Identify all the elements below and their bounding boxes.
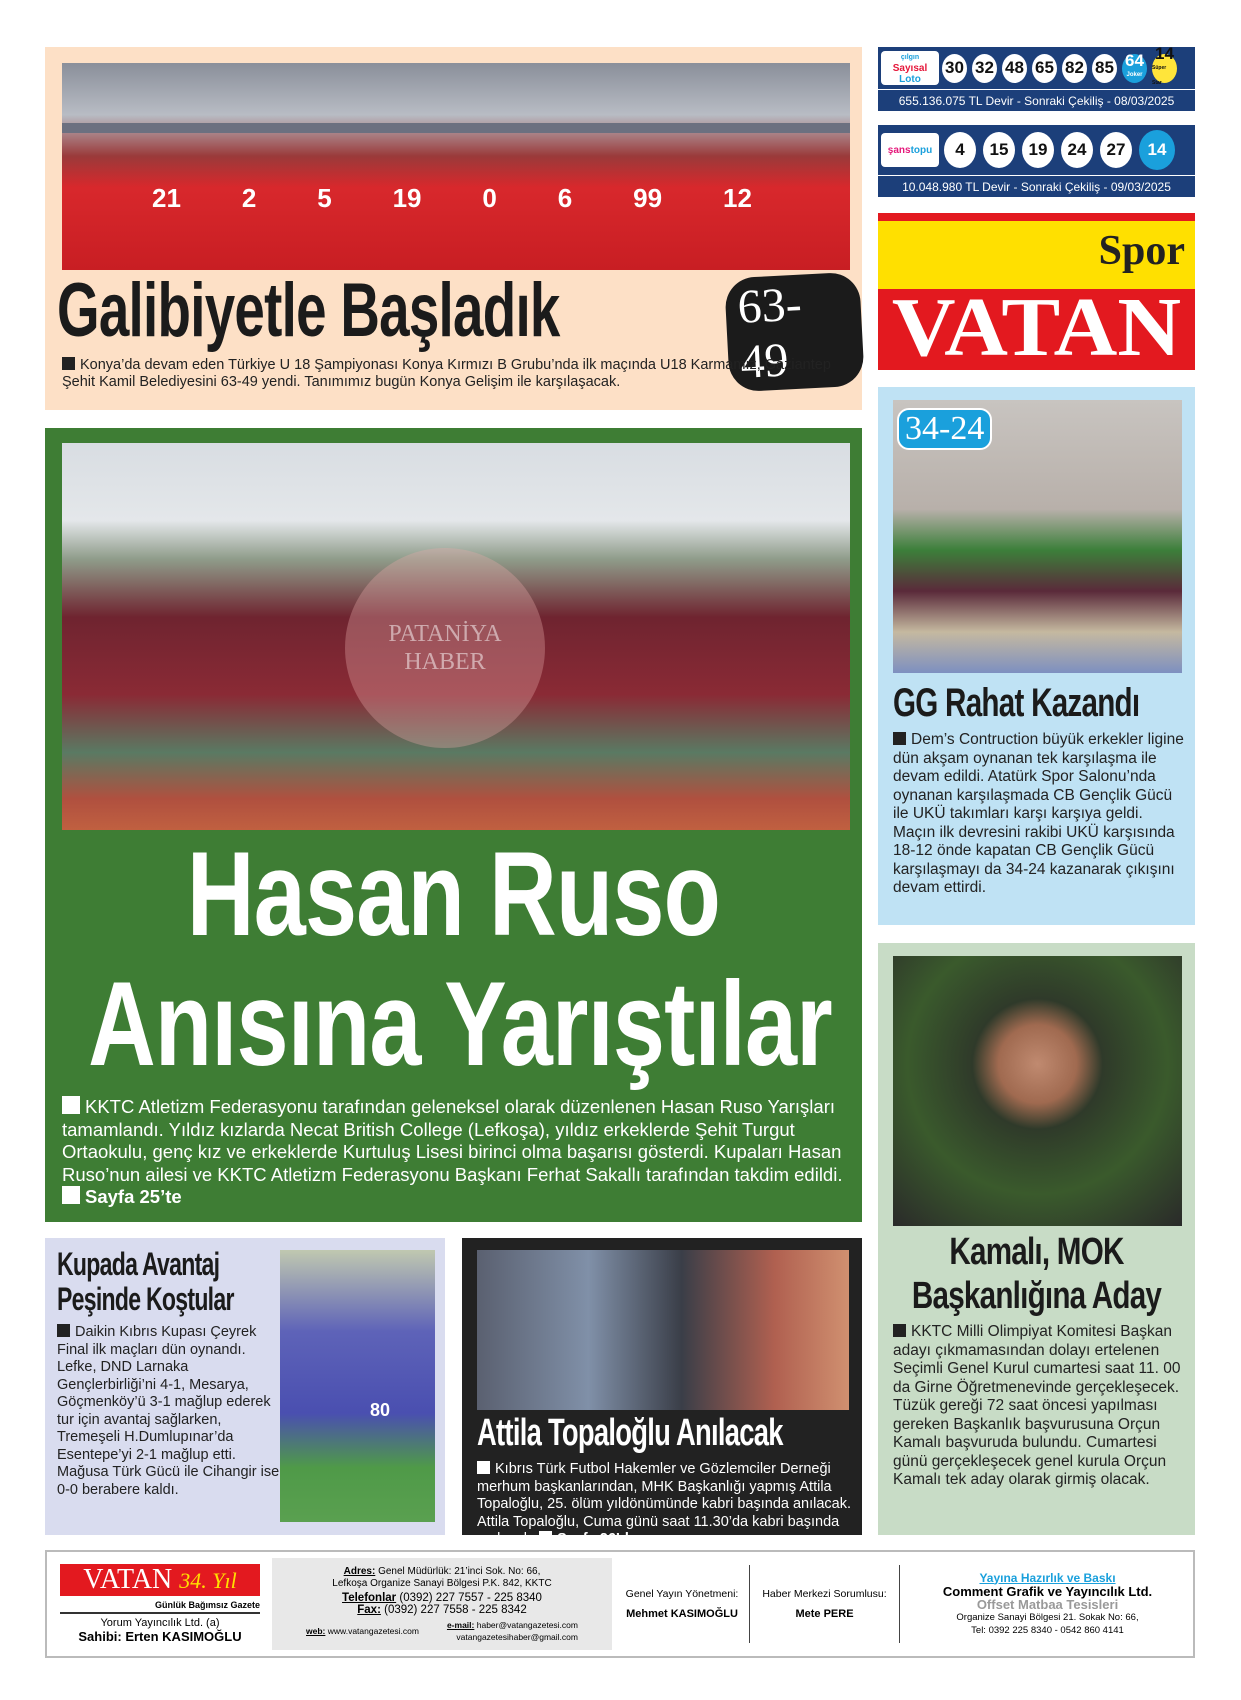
handball-photo xyxy=(893,400,1182,673)
ball: 65 xyxy=(1030,52,1059,85)
footer-editor: Genel Yayın Yönetmeni: Mehmet KASIMOĞLU xyxy=(615,1565,750,1643)
ball: 48 xyxy=(1000,52,1029,85)
top-story xyxy=(45,47,862,410)
footer-printer: Yayına Hazırlık ve Baskı Comment Grafik ve Yayıncılık Ltd. Offset Matbaa Tesisleri Organize Sanayi Bölgesi 21. Sokak No: 66, Tel: 0392 225 8340 - 0542 860 4141 xyxy=(942,1570,1153,1636)
headline: Attila Topaloğlu Anılacak xyxy=(477,1412,783,1454)
memorial-photo xyxy=(477,1250,849,1410)
team-photo xyxy=(62,63,850,270)
score-badge: 34-24 xyxy=(897,408,992,450)
handball-story xyxy=(878,387,1195,925)
ball: 30 xyxy=(940,52,969,85)
story-text: Kıbrıs Türk Futbol Hakemler ve Gözlemciler Derneği merhum başkanlarından, MHK Başkanlığı yapmış Attila Topaloğlu, 25. ölüm yıldönümünde kabri başında anılacak. Attila Topaloğlu, Cuma günü saat 11.30’da kabri başında anılacak. Sayfa 26’da xyxy=(477,1461,852,1547)
headline-line-1: Kupada Avantaj xyxy=(57,1246,220,1282)
page-ref: Sayfa 25’te xyxy=(85,1186,182,1207)
ball: 4 xyxy=(942,130,978,170)
attila-story xyxy=(462,1238,862,1547)
story-text: KKTC Milli Olimpiyat Komitesi Başkan adayı çıkmamasından dolayı ertelenen Seçimli Genel Kurul cumartesi saat 11. 00 da Girne Öğretmenevinde gerçekleşecek. Tüzük gereği 72 saat öncesi yapılması gereken Başkanlık başvurusuna Orçun Kamalı başvuruda bulundu. Cumartesi günü gerçekleşecek genel kurula Orçun Kamalı tek aday olarak girmiş olacak. xyxy=(893,1323,1181,1488)
headline-line-1: Kamalı, MOK xyxy=(949,1231,1124,1273)
ball: 19 xyxy=(1020,130,1056,170)
main-story xyxy=(45,428,862,1222)
ball: 27 xyxy=(1098,130,1134,170)
headline: GG Rahat Kazandı xyxy=(893,681,1140,725)
headline-line-2: Peşinde Koştular xyxy=(57,1281,234,1317)
footer-news-desk: Haber Merkezi Sorumlusu: Mete PERE xyxy=(750,1565,900,1643)
jersey-numbers: 21 2 5 19 0 6 99 12 xyxy=(152,183,752,213)
super-star-ball: 14 Süper Star xyxy=(1150,52,1179,85)
football-photo: 80 xyxy=(280,1250,435,1522)
headline-line-1: Hasan Ruso xyxy=(186,827,721,961)
vatan-logo: VATAN 34. Yıl xyxy=(60,1564,260,1596)
spor-vatan-logo: Spor VATAN xyxy=(878,213,1195,370)
story-text: Dem’s Contruction büyük erkekler ligine dün akşam oynanan tek karşılaşma ile devam edildi. Atatürk Spor Salonu’nda oynanan karşılaşmada CB Gençlik Gücü ile UKÜ takımları karşı karşıya geldi. Maçın ilk devresini rakibi UKÜ karşısında 18-12 önde kapatan CB Gençlik Gücü karşılaşmayı da 34-24 kazanarak çıkışını devam ettirdi. xyxy=(893,731,1184,896)
ball: 82 xyxy=(1060,52,1089,85)
watermark: PATANİYA HABER xyxy=(345,548,545,748)
story-text: Daikin Kıbrıs Kupası Çeyrek Final ilk maçları dün oynandı. Lefke, DND Larnaka Gençlerbirliği’ni 4-1, Mesarya, Göçmenköy’ü 3-1 mağlup ederek tur için avantaj sağlarken, Tremeşeli H.Dumlupınar’da Esentepe’yi 2-1 mağlup etti. Mağusa Türk Gücü ile Cihangir ise 0-0 berabere kaldı. xyxy=(57,1324,280,1498)
headline-line-2: Anısına Yarıştılar xyxy=(88,957,832,1091)
sayisal-loto-results xyxy=(878,43,1195,111)
lotto-caption: 655.136.075 TL Devir - Sonraki Çekiliş - 08/03/2025 xyxy=(878,89,1195,111)
ball: 15 xyxy=(981,130,1017,170)
mok-story xyxy=(878,943,1195,1535)
story-text: Konya’da devam eden Türkiye U 18 Şampiyonası Konya Kırmızı B Grubu’nda ilk maçında U18 Karmamız, Gaziantep Şehit Kamil Belediyesini 63-49 yendi. Tanımımız bugün Konya Gelişim ile karşılaşacak. xyxy=(62,357,831,390)
sans-topu-results xyxy=(878,125,1195,197)
ball: 85 xyxy=(1090,52,1119,85)
portrait-photo xyxy=(893,956,1182,1226)
score-badge: 63-49 xyxy=(724,272,865,393)
story-text: KKTC Atletizm Federasyonu tarafından geleneksel olarak düzenlenen Hasan Ruso Yarışları tamamlandı. Yıldız kızlarda Necat British College (Lefkoşa), yıldız erkeklerde Şehit Turgut Ortaokulu, genç kız ve erkeklerde Kurtuluş Lisesi birinci olma başarısı gösterdi. Kupaları Hasan Ruso’nun ailesi ve KKTC Atletizm Federasyonu Başkanı Ferhat Sakallı tarafından takdim edildi. Sayfa 25’te xyxy=(62,1096,843,1207)
ball: 32 xyxy=(970,52,999,85)
page-ref: Sayfa 26’da xyxy=(557,1531,637,1547)
headline-line-2: Başkanlığına Aday xyxy=(911,1275,1162,1317)
cup-story xyxy=(45,1238,445,1535)
sans-topu-logo: şans topu xyxy=(881,133,939,167)
plus-ball: 14 xyxy=(1137,128,1177,172)
footer-brand: VATAN 34. Yıl Günlük Bağımsız Gazete Yorum Yayıncılık Ltd. (a) Sahibi: Erten KASIMOĞLU xyxy=(55,1553,265,1655)
joker-ball: 64 Joker xyxy=(1120,52,1149,85)
footer-contact: Adres: Genel Müdürlük: 21’inci Sok. No: 66, Lefkoşa Organize Sanayi Bölgesi P.K. 842, KKTC Telefonlar (0392) 227 7557 - 225 8340 Fax: (0392) 227 7558 - 225 8342 web: www.vatangazetesi.com e-mail: haber@vatangazetesi.com vatangazetesihaber@gmail.com xyxy=(272,1558,612,1650)
ball: 24 xyxy=(1059,130,1095,170)
lotto-caption: 10.048.980 TL Devir - Sonraki Çekiliş - 09/03/2025 xyxy=(878,175,1195,197)
headline: Galibiyetle Başladık xyxy=(57,268,560,353)
sayisal-logo: çılgın Sayısal Loto xyxy=(881,51,939,85)
